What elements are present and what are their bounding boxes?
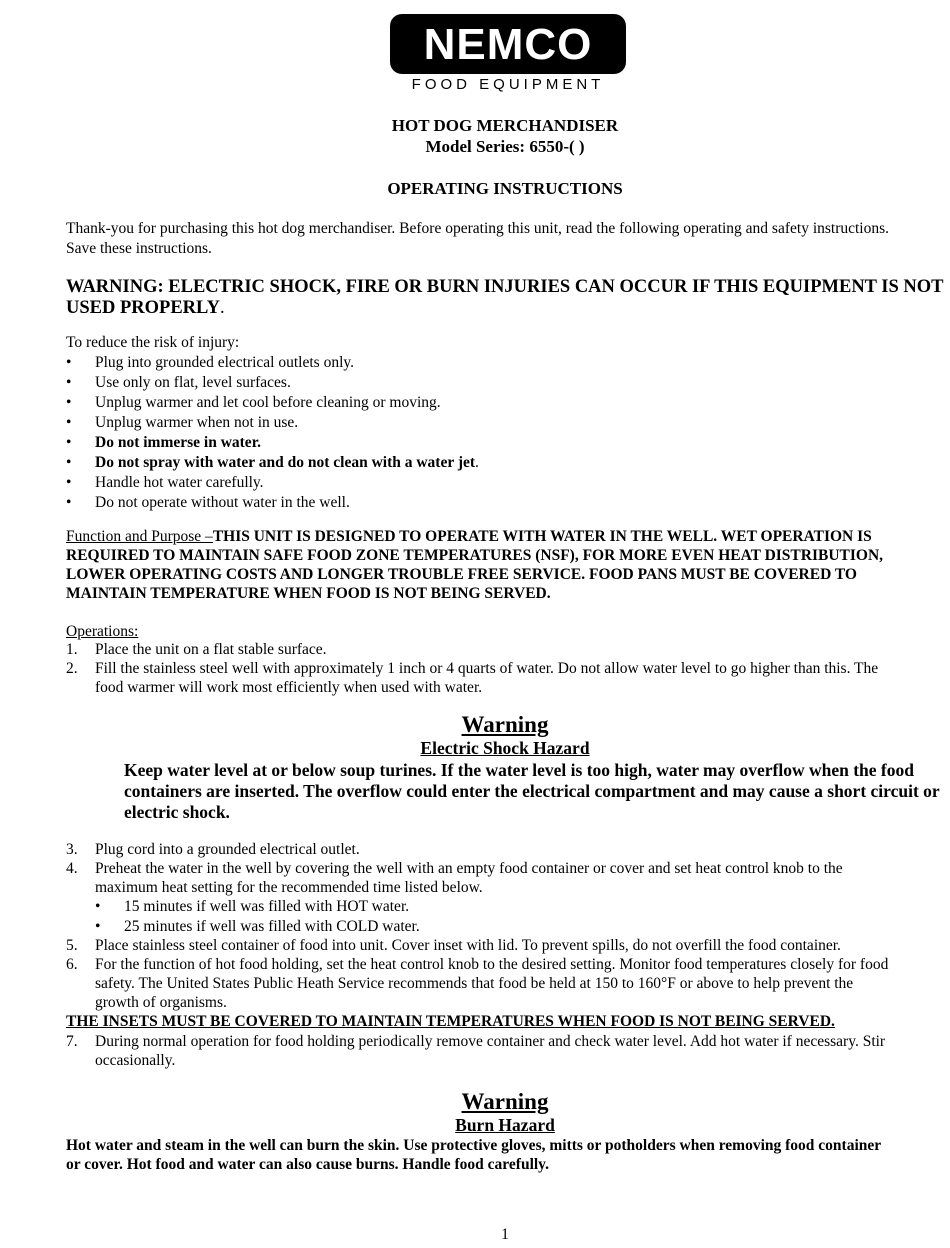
bullet-marker: • — [66, 394, 72, 411]
step-number: 4. — [66, 860, 78, 877]
safety-item: Handle hot water carefully. — [95, 474, 264, 491]
bullet-marker: • — [95, 918, 101, 935]
step-number: 5. — [66, 937, 78, 954]
intro-line-1: Thank-you for purchasing this hot dog merchandiser. Before operating this unit, read the following operating and safety instructions. — [66, 220, 890, 237]
safety-item: Unplug warmer when not in use. — [95, 414, 299, 431]
step-text: During normal operation for food holding periodically remove container and check water level. Add hot water if necessary. Stir — [95, 1033, 886, 1050]
preheat-item: 25 minutes if well was filled with COLD water. — [124, 918, 420, 935]
reduce-risk-label: To reduce the risk of injury: — [66, 334, 240, 351]
bullet-marker: • — [66, 474, 72, 491]
step-text: Place stainless steel container of food into unit. Cover inset with lid. To prevent spills, do not overfill the food container. — [95, 937, 841, 954]
function-line-3: LOWER OPERATING COSTS AND LONGER TROUBLE FREE SERVICE. FOOD PANS MUST BE COVERED TO — [66, 566, 857, 583]
preheat-item: 15 minutes if well was filled with HOT water. — [124, 898, 410, 915]
bullet-marker: • — [95, 898, 101, 915]
step-text: Plug cord into a grounded electrical outlet. — [95, 841, 360, 858]
page-number: 1 — [501, 1226, 509, 1243]
function-label: Function and Purpose – — [66, 528, 213, 545]
step-number: 7. — [66, 1033, 78, 1050]
step-text: maximum heat setting for the recommended time listed below. — [95, 879, 483, 896]
warning-burn-line-2: or cover. Hot food and water can also cause burns. Handle food carefully. — [66, 1156, 549, 1173]
warning-electric-body: Keep water level at or below soup turines. If the water level is too high, water may overflow when the food containers are inserted. The overflow could enter the electrical compartment and may cause a short circuit or electric shock. — [124, 760, 940, 822]
bullet-marker: • — [66, 414, 72, 431]
step-text: Place the unit on a flat stable surface. — [95, 641, 327, 658]
step-text: safety. The United States Public Heath Service recommends that food be held at 150 to 160°F or above to help prevent the — [95, 975, 854, 992]
warning-line-2: USED PROPERLY. — [66, 298, 225, 318]
operations-label: Operations: — [66, 623, 139, 640]
warning-burn-line-1: Hot water and steam in the well can burn the skin. Use protective gloves, mitts or potholders when removing food container — [66, 1137, 882, 1154]
warning-electric-subtitle: Electric Shock Hazard — [420, 738, 590, 758]
warning-burn-title: Warning — [461, 1089, 549, 1114]
warning-electric-title: Warning — [461, 712, 549, 737]
warning-line-1: WARNING: ELECTRIC SHOCK, FIRE OR BURN INJURIES CAN OCCUR IF THIS EQUIPMENT IS NOT — [66, 277, 944, 297]
step-text: Fill the stainless steel well with approximately 1 inch or 4 quarts of water. Do not allow water level to go higher than this. The — [95, 660, 879, 677]
safety-item: Plug into grounded electrical outlets only. — [95, 354, 354, 371]
step-text: Preheat the water in the well by covering the well with an empty food container or cover and set heat control knob to the — [95, 860, 843, 877]
nemco-logo — [390, 14, 626, 94]
safety-item: Unplug warmer and let cool before cleaning or moving. — [95, 394, 441, 411]
step-number: 1. — [66, 641, 78, 658]
document-title: HOT DOG MERCHANDISER — [391, 116, 619, 135]
step-number: 2. — [66, 660, 78, 677]
bullet-marker: • — [66, 374, 72, 391]
step-text: For the function of hot food holding, set the heat control knob to the desired setting. Monitor food temperatures closely for food — [95, 956, 889, 973]
bullet-marker: • — [66, 494, 72, 511]
insets-notice: THE INSETS MUST BE COVERED TO MAINTAIN TEMPERATURES WHEN FOOD IS NOT BEING SERVED. — [66, 1013, 835, 1030]
section-title: OPERATING INSTRUCTIONS — [387, 179, 623, 198]
trailing-period: . — [475, 454, 479, 471]
step-text: growth of organisms. — [95, 994, 227, 1011]
logo-tagline: FOOD EQUIPMENT — [411, 76, 605, 93]
function-line-2: REQUIRED TO MAINTAIN SAFE FOOD ZONE TEMPERATURES (NSF), FOR MORE EVEN HEAT DISTRIBUTION, — [66, 547, 884, 564]
safety-item: Do not immerse in water. — [95, 434, 262, 451]
step-text: food warmer will work most efficiently when used with water. — [95, 679, 483, 696]
function-line-1: Function and Purpose –THIS UNIT IS DESIGNED TO OPERATE WITH WATER IN THE WELL. WET OPERATION IS — [66, 528, 872, 545]
safety-item: Use only on flat, level surfaces. — [95, 374, 291, 391]
bullet-marker: • — [66, 454, 72, 471]
model-series: Model Series: 6550-( ) — [425, 137, 585, 156]
safety-item: Do not operate without water in the well. — [95, 494, 350, 511]
step-number: 6. — [66, 956, 78, 973]
logo-brand: NEMCO — [423, 20, 593, 69]
bullet-marker: • — [66, 354, 72, 371]
intro-line-2: Save these instructions. — [66, 240, 212, 257]
step-text: occasionally. — [95, 1052, 176, 1069]
warning-burn-subtitle: Burn Hazard — [455, 1115, 555, 1135]
bullet-marker: • — [66, 434, 72, 451]
function-line-4: MAINTAIN TEMPERATURE WHEN FOOD IS NOT BEING SERVED. — [66, 585, 551, 602]
step-number: 3. — [66, 841, 78, 858]
safety-item: Do not spray with water and do not clean with a water jet. — [95, 454, 479, 471]
